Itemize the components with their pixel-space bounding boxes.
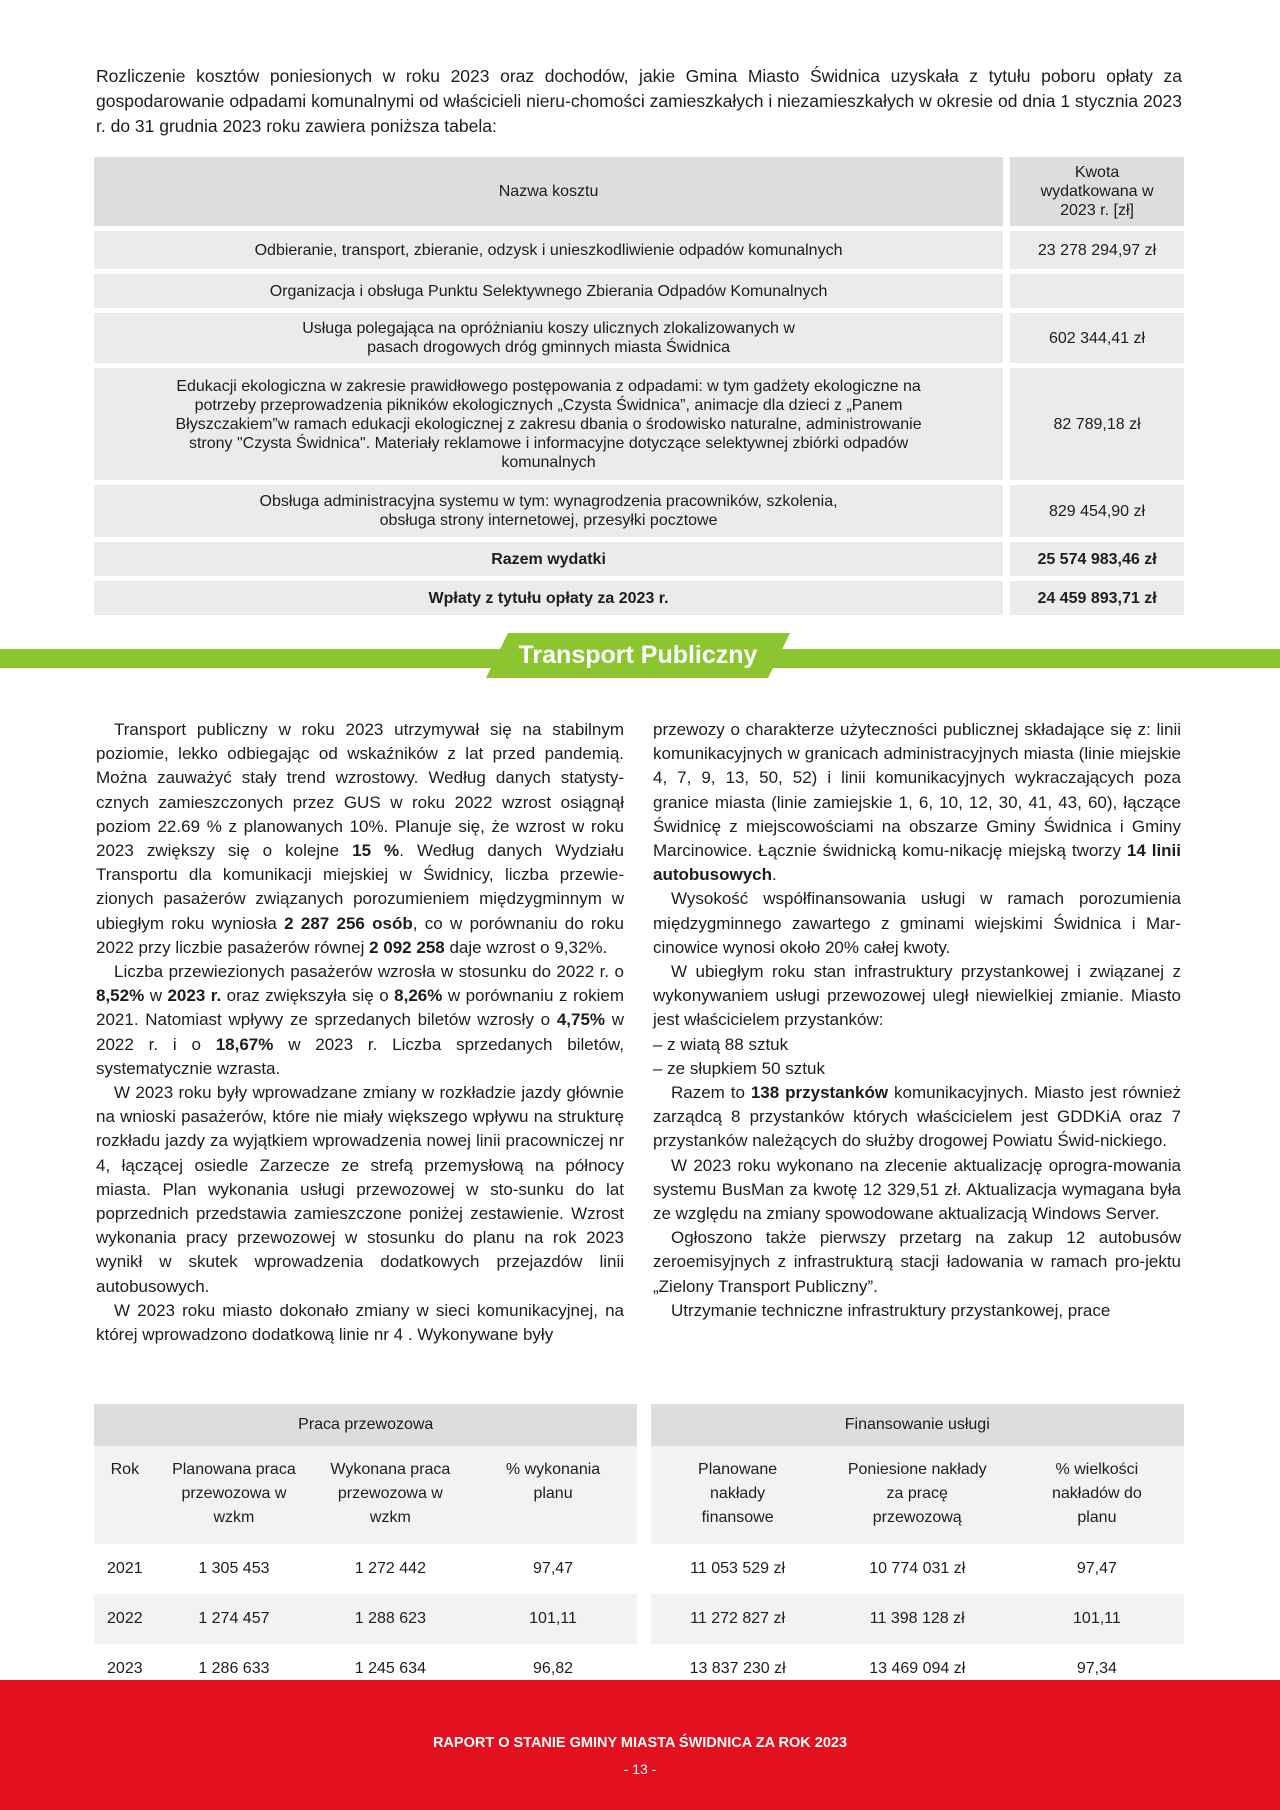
text-run: oraz zwiększyła się o [221,986,395,1006]
text-run-bold: 18,67% [215,1034,274,1054]
text-run: , co w porównaniu do roku 2022 przy liczbie pasażerów równej [96,913,625,957]
col-header-text: Poniesione nakłady za pracę przewozową [847,1461,987,1526]
cell: 10 774 031 zł [869,1560,966,1577]
col-header [651,1446,825,1544]
income-value: 24 459 893,71 zł [1003,581,1184,615]
col-header [156,1446,312,1544]
cell: 101,11 [469,1594,638,1644]
text-run-bold: 8,52% [96,986,145,1006]
costs-header-amount-text: Kwota wydatkowana w 2023 r. [zł] [1040,164,1154,219]
text-run: . [772,865,777,885]
paragraph: W 2023 roku miasto dokonało zmiany w sieci komunikacyjnej, na której wprowadzono dodatkową linie nr 4 . Wykonywane były [96,1300,624,1345]
list-item: – z wiatą 88 sztuk [653,1034,789,1054]
cell: 1 288 623 [312,1594,468,1644]
text-run: Razem to [671,1083,751,1103]
text-run-bold: 8,26% [394,986,443,1006]
cell-year: 2021 [107,1560,143,1577]
paragraph: Ogłoszono także pierwszy przetarg na zakup 12 autobusów zeroemisyjnych z infrastrukturą stacji ładowania w ramach pro-jektu „Zielony Transport Publiczny”. [653,1228,1181,1296]
cell: 11 398 128 zł [825,1594,1010,1644]
col-header: Rok [94,1446,156,1544]
income-row [94,581,1184,615]
right-column [653,718,1181,1323]
table-row [94,1594,1184,1644]
cost-name-text: Edukacji ekologiczna w zakresie prawidłowego postępowania z odpadami: w tym gadżety ekologiczne na potrzeby przeprowadzenia pikników ekologicznych „Czysta Świdnica”, animacje dla dzieci z „Panem Błyszczakiem”w ramach edukacji ekologicznej z zakresu dbania o środowisko naturalne, administrowanie strony "Czysta Świdnica". Materiały reklamowe i informacyjne dotyczące selektywnej zbiórki odpadów komunalnych [175,377,922,471]
costs-table [94,152,1184,620]
cell: 13 469 094 zł [869,1660,966,1677]
cost-amount: 23 278 294,97 zł [1003,231,1184,269]
table-row [94,1544,1184,1594]
cell: 11 053 529 zł [690,1560,786,1577]
text-run-bold: 138 przystanków [750,1083,889,1103]
col-header-text: % wielkości nakładów do planu [1051,1461,1142,1526]
cost-name-text: Obsługa administracyjna systemu w tym: wynagrodzenia pracowników, szkolenia, obsługa strony internetowej, przesyłki pocztowe [259,493,838,529]
paragraph: W 2023 roku wykonano na zlecenie aktualizację oprogra-mowania systemu BusMan za kwotę 12 329,51 zł. Aktualizacja wymagana była ze względu na zmiany spowodowane aktualizacją Windows Server. [653,1155,1181,1224]
col-header [469,1446,638,1544]
cell: 97,47 [1076,1560,1117,1577]
paragraph [96,960,624,1081]
group-header-financing: Finansowanie usługi [651,1404,1184,1446]
column-separator [637,1446,650,1544]
text-run-bold: 14 linii autobusowych [653,841,1181,885]
cell: 1 286 633 [198,1660,270,1677]
cost-name: Odbieranie, transport, zbieranie, odzysk i unieszkodliwienie odpadów komunalnych [94,231,1003,269]
column-header-row [94,1446,1184,1544]
column-separator [637,1404,650,1446]
text-run-bold: 2 092 258 [369,937,445,957]
paragraph [96,718,624,960]
col-header-text: Wykonana praca przewozowa w wzkm [330,1461,451,1526]
text-run: Transport publiczny w roku 2023 utrzymywał się na stabilnym poziomie, lekko odbiegając od wskaźników z lat przed pandemią. Można zauważyć stały trend wzrostowy. Według danych statysty-cznych zamieszczonych przez GUS w roku 2022 wzrost osiągnął poziom 22.69 % z planowanych 10%. Planuje się, że wzrost w roku 2023 zwiększy się o kolejne [96,720,624,861]
col-header [825,1446,1010,1544]
cost-name-text: Usługa polegająca na opróżnianiu koszy ulicznych zlokalizowanych w pasach drogowych dróg gminnych miasta Świdnica [302,320,795,356]
cell: 13 837 230 zł [689,1660,786,1677]
costs-header-name: Nazwa kosztu [94,157,1003,226]
cell: 1 274 457 [156,1594,312,1644]
table-row [94,274,1184,308]
paragraph [653,718,1181,887]
col-header [312,1446,468,1544]
table-row [94,368,1184,480]
total-label: Razem wydatki [94,542,1003,576]
paragraph: W ubiegłym roku stan infrastruktury przystankowej i związanej z wykonywaniem usługi przewozowej uległ niewielkiej zmianie. Miasto jest właścicielem przystanków: [653,962,1181,1030]
cell: 96,82 [533,1660,574,1677]
text-run: komunikacyjnych. Miasto jest również zarządcą 8 przystanków których właścicielem jest GDDKiA oraz 7 przystanków należących do służby drogowej Powiatu Świd-nickiego. [653,1083,1181,1151]
column-separator [637,1544,650,1594]
cell-year: 2023 [107,1660,143,1677]
total-value: 25 574 983,46 zł [1003,542,1184,576]
text-run-bold: 2023 r. [167,986,222,1006]
cell: 11 272 827 zł [651,1594,825,1644]
page-number: - 13 - [623,1761,657,1777]
paragraph: Wysokość współfinansowania usługi w ramach porozumienia międzygminnego zawartego z gminami wiejskimi Świdnica i Mar-cinowice wynosi około 20% całej kwoty. [653,889,1181,957]
col-header-text: % wykonania planu [505,1461,601,1502]
text-run: przewozy o charakterze użyteczności publicznej składające się z: linii komunikacyjnych w granicach administracyjnych miasta (linie miejskie 4, 7, 9, 13, 50, 52) i linii komunikacyjnych wykraczających poza granice miasta (linie zamiejskie 1, 6, 10, 12, 30, 41, 43, 60), łączące Świdnicę z miejscowościami na obszarze Gminy Świdnica i Gminy Marcinowice. Łącznie świdnicką komu-nikację miejską tworzy [653,720,1181,861]
text-run: . Według danych Wydziału Transportu dla komunikacji miejskiej w Świdnicy, liczba przewie-zionych pasażerów związanych porozumieniem międzygminnym w ubiegłym roku wyniosła [96,841,625,933]
cell: 1 305 453 [198,1560,270,1577]
cost-amount: 602 344,41 zł [1003,313,1184,363]
cost-name [94,485,1003,537]
text-run: Liczba przewiezionych pasażerów wzrosła w stosunku do 2022 r. o [114,962,624,982]
table-row [94,485,1184,537]
group-header-row [94,1404,1184,1446]
paragraph: Utrzymanie techniczne infrastruktury przystankowej, prace [671,1300,1111,1320]
group-header-work: Praca przewozowa [94,1404,637,1446]
cell: 97,47 [533,1560,574,1577]
cost-name: Organizacja i obsługa Punktu Selektywnego Zbierania Odpadów Komunalnych [94,274,1003,308]
text-run-bold: 15 % [352,841,400,861]
cost-amount: 82 789,18 zł [1003,368,1184,480]
cost-amount: 829 454,90 zł [1003,485,1184,537]
costs-header-amount [1003,157,1184,226]
paragraph: W 2023 roku były wprowadzane zmiany w rozkładzie jazdy głównie na wnioski pasażerów, które nie miały większego wpływu na strukturę rozkładu jazdy za wyjątkiem wprowadzenia nowej linii pracowniczej nr 4, łączącej osiedle Zarzecze ze strefą przemysłową na północy miasta. Plan wykonania usługi przewozowej w sto-sunku do lat poprzednich przedstawia zamieszczone poniżej zestawienie. Wzrost wykonania pracy przewozowej w stosunku do planu na rok 2023 wynikł w skutek wprowadzenia dodatkowych przejazdów linii autobusowych. [96,1083,624,1296]
text-run-bold: 4,75% [556,1010,606,1030]
transport-table [94,1404,1184,1694]
text-run-bold: 2 287 256 osób [284,913,413,933]
text-run: w porównaniu z rokiem 2021. Natomiast wpływy ze sprzedanych biletów wzrosły o [96,986,624,1030]
table-row [94,313,1184,363]
income-label: Wpłaty z tytułu opłaty za 2023 r. [94,581,1003,615]
text-run: daje wzrost o 9,32%. [444,937,608,957]
col-header [1010,1446,1184,1544]
text-run: w 2022 r. i o [96,1010,625,1054]
cost-amount [1003,274,1184,308]
text-run: w [144,986,168,1006]
cell: 97,34 [1076,1660,1117,1677]
column-separator [637,1594,650,1644]
cell: 1 272 442 [354,1560,426,1577]
total-row [94,542,1184,576]
cell-year: 2022 [94,1594,156,1644]
cell: 1 245 634 [354,1660,426,1677]
list-item: – ze słupkiem 50 sztuk [653,1058,825,1078]
paragraph [653,1081,1181,1154]
col-header-text: Planowane nakłady finansowe [698,1461,778,1526]
table-row [94,231,1184,269]
costs-table-header [94,157,1184,226]
section-title: Transport Publiczny [518,641,758,669]
footer-title: RAPORT O STANIE GMINY MIASTA ŚWIDNICA ZA ROK 2023 [432,1735,848,1751]
cost-name [94,368,1003,480]
cost-name [94,313,1003,363]
left-column [96,718,624,1347]
text-run: w 2023 r. Liczba sprzedanych biletów, systematycznie wzrasta. [96,1034,624,1078]
intro-paragraph: Rozliczenie kosztów poniesionych w roku 2023 oraz dochodów, jakie Gmina Miasto Świdnica uzyskała z tytułu poboru opłaty za gospodarowanie odpadami komunalnymi od właścicieli nieru-chomości zamieszkałych i niezamieszkałych w okresie od dnia 1 stycznia 2023 r. do 31 grudnia 2023 roku zawiera poniższa tabela: [96,66,1182,136]
cell: 101,11 [1010,1594,1184,1644]
col-header-text: Planowana praca przewozowa w wzkm [172,1461,296,1526]
